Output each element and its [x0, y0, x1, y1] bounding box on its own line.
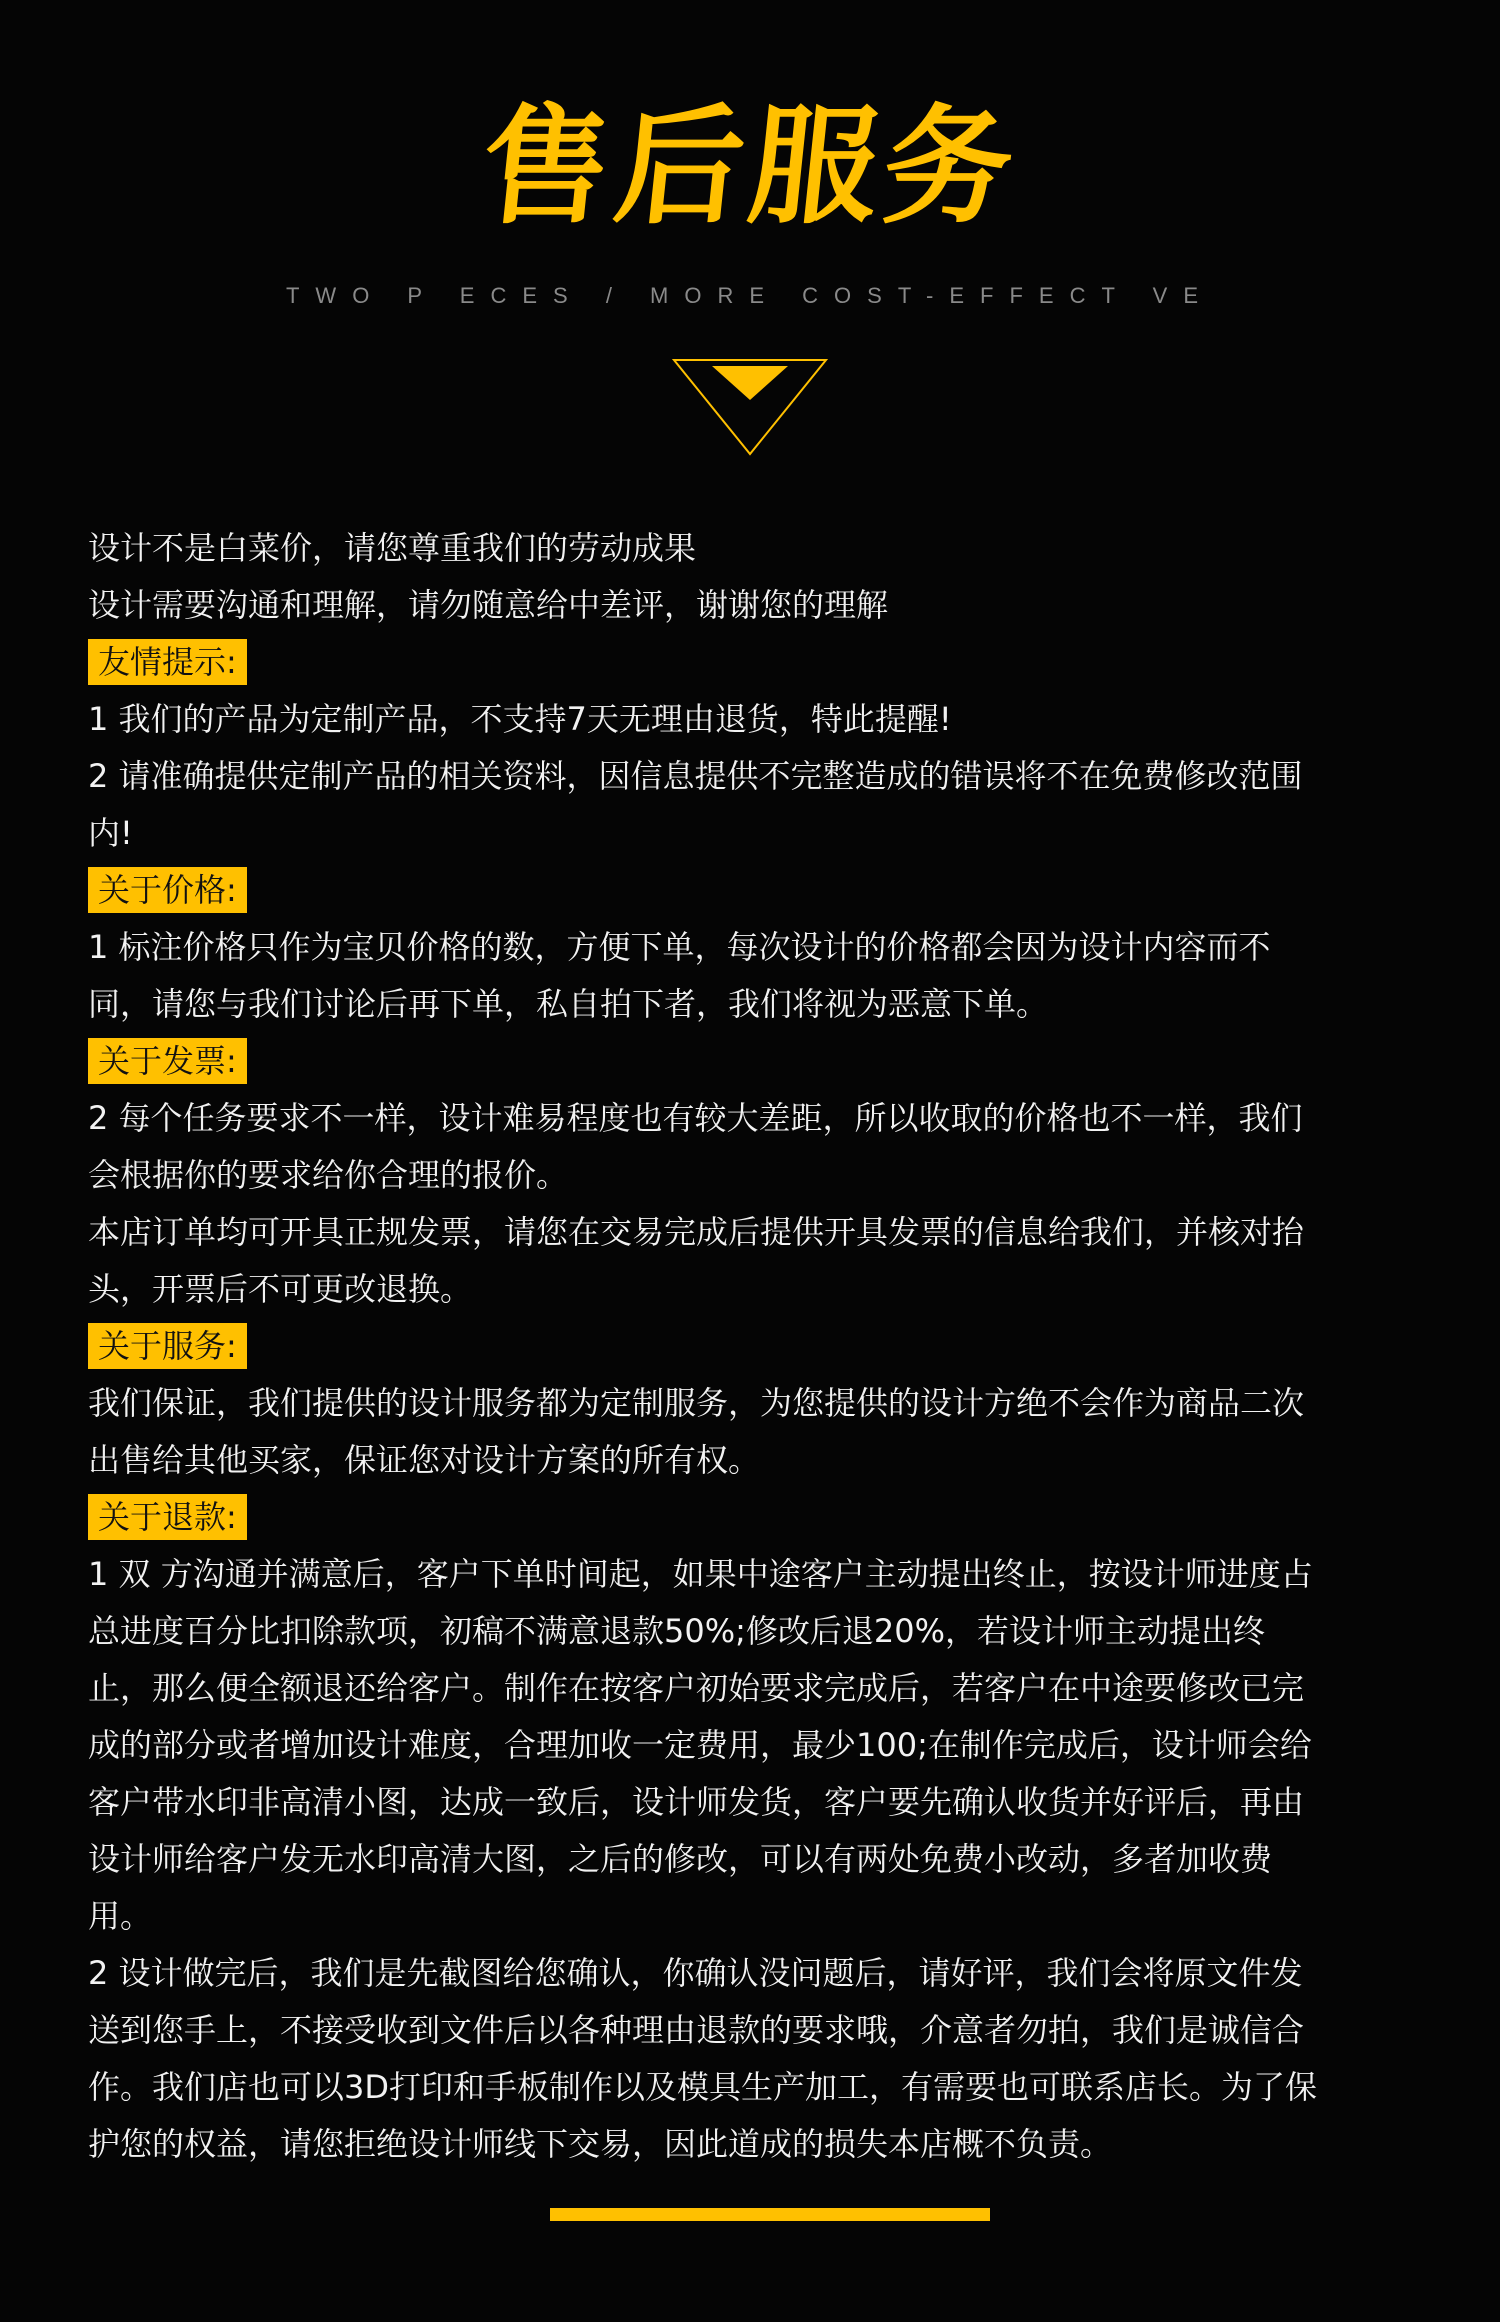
intro-line-2: 设计需要沟通和理解，请勿随意给中差评，谢谢您的理解: [88, 586, 889, 624]
page-subtitle: TWO P ECES / MORE COST-EFFECT VE: [285, 283, 1214, 308]
refund-item-1: 1 双 方沟通并满意后，客户下单时间起，如果中途客户主动提出终止，按设计师进度占 总进度百分比扣除款项，初稿不满意退款50%;修改后退20%，若设计师主动提出终 止，那么便全额退还给客户。制作在按客户初始要求完成后，若客户在中途要修改已完 成的部分或者增加设计难度，合理加收一定费用，最少100;在制作完成后，设计师会给 客户带水印非高清小图，达成一致后，设计师发货，客户要先确认收货并好评后，再由 设计师给客户发无水印高清大图，之后的修改，可以有两处免费小改动，多者加收费 用。: [88, 1555, 1313, 1935]
footer-divider: [550, 2208, 990, 2221]
down-triangle-icon: [670, 356, 830, 460]
page-title: 售后服务: [474, 93, 1026, 242]
price-tag: 关于价格:: [88, 867, 247, 913]
price-tag-row: [88, 862, 1408, 919]
invoice-item-1: 2 每个任务要求不一样，设计难易程度也有较大差距，所以收取的价格也不一样，我们 会根据你的要求给你合理的报价。: [88, 1099, 1303, 1194]
main-content: [88, 520, 1408, 2173]
service-tag: 关于服务:: [88, 1323, 247, 1369]
invoice-item-2: 本店订单均可开具正规发票，请您在交易完成后提供开具发票的信息给我们，并核对抬 头，开票后不可更改退换。: [88, 1213, 1305, 1308]
tips-tag: 友情提示:: [88, 639, 247, 685]
tips-item-1: 1 我们的产品为定制产品，不支持7天无理由退货，特此提醒!: [88, 700, 952, 738]
header: [0, 0, 1500, 470]
invoice-tag: 关于发票:: [88, 1038, 247, 1084]
refund-tag-row: [88, 1489, 1408, 1546]
refund-tag: 关于退款:: [88, 1494, 247, 1540]
price-item-1: 1 标注价格只作为宝贝价格的数，方便下单，每次设计的价格都会因为设计内容而不 同，请您与我们讨论后再下单，私自拍下者，我们将视为恶意下单。: [88, 928, 1271, 1023]
tips-item-2: 2 请准确提供定制产品的相关资料，因信息提供不完整造成的错误将不在免费修改范围 内!: [88, 757, 1303, 852]
tips-tag-row: [88, 634, 1408, 691]
service-item-1: 我们保证，我们提供的设计服务都为定制服务，为您提供的设计方绝不会作为商品二次 出售给其他买家，保证您对设计方案的所有权。: [88, 1384, 1305, 1479]
refund-item-2: 2 设计做完后，我们是先截图给您确认，你确认没问题后，请好评，我们会将原文件发 送到您手上，不接受收到文件后以各种理由退款的要求哦，介意者勿拍，我们是诚信合 作。我们店也可以3D打印和手板制作以及模具生产加工，有需要也可联系店长。为了保 护您的权益，请您拒绝设计师线下交易，因此道成的损失本店概不负责。: [88, 1954, 1318, 2163]
intro-line-1: 设计不是白菜价，请您尊重我们的劳动成果: [88, 529, 697, 567]
invoice-tag-row: [88, 1033, 1408, 1090]
service-tag-row: [88, 1318, 1408, 1375]
